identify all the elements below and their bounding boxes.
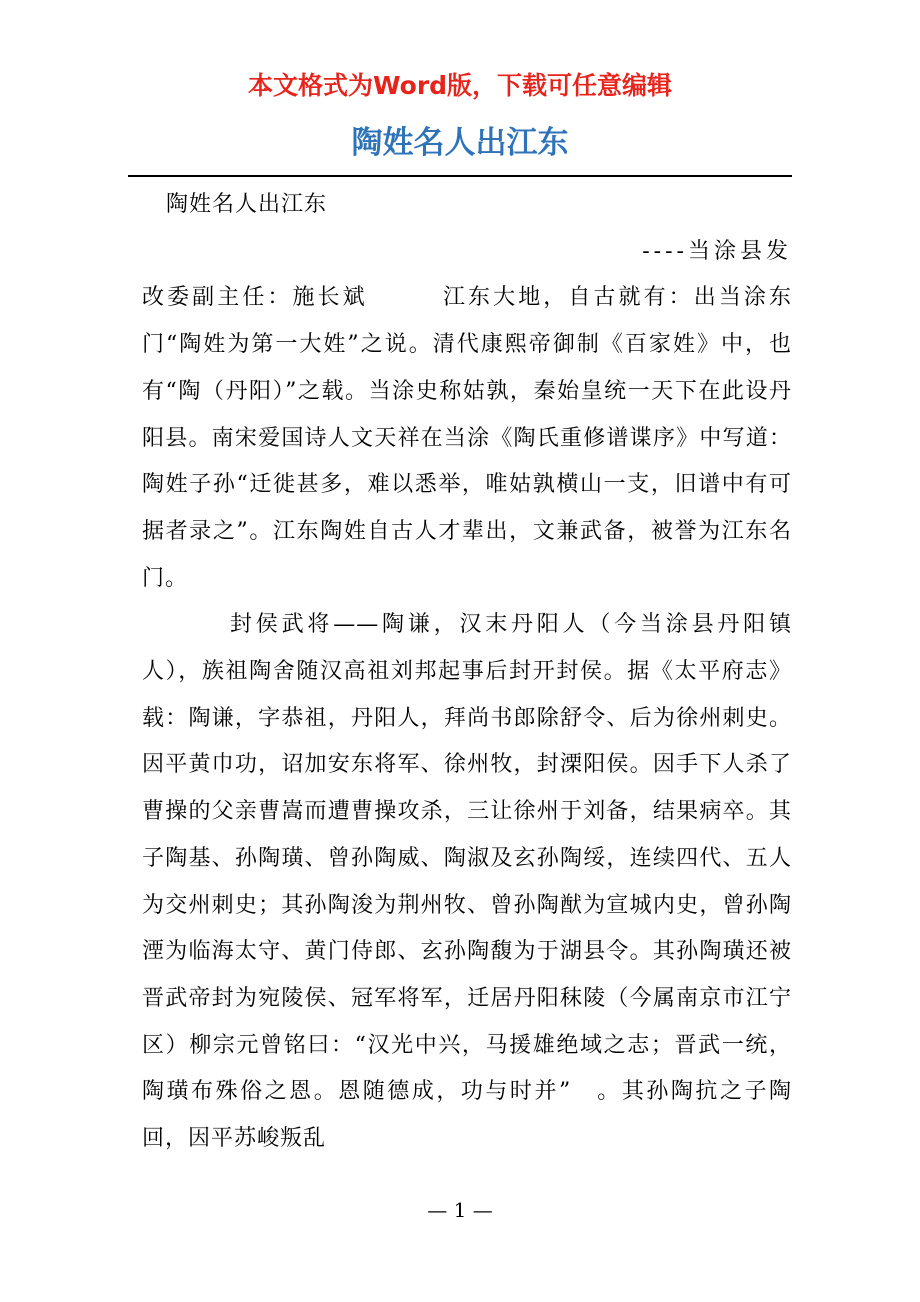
- document-title: 陶姓名人出江东: [351, 125, 569, 161]
- article-byline: ----当涂县发: [642, 238, 792, 264]
- article-paragraph: 改委副主任：施长斌 江东大地，自古就有：出当涂东门“陶姓为第一大姓”之说。清代康熙帝御制《百家姓》中，也有“陶（丹阳）”之载。当涂史称姑孰，秦始皇统一天下在此设丹阳县。南宋爱国诗人文天祥在当涂《陶氏重修谱谍序》中写道：陶姓子孙“迁徙甚多，难以悉举，唯姑孰横山一支，旧谱中有可据者录之”。江东陶姓自古人才辈出，文兼武备，被誉为江东名门。: [142, 285, 792, 591]
- article-body: [142, 182, 792, 1163]
- download-banner: 本文格式为Word版，下载可任意编辑: [247, 71, 673, 100]
- page-number: — 1 —: [427, 1198, 493, 1222]
- article-subtitle: 陶姓名人出江东: [166, 192, 328, 217]
- article-paragraph: 封侯武将——陶谦，汉末丹阳人（今当涂县丹阳镇人），族祖陶舍随汉高祖刘邦起事后封开封侯。据《太平府志》载：陶谦，字恭祖，丹阳人，拜尚书郎除舒令、后为徐州刺史。因平黄巾功，诏加安东将军、徐州牧，封溧阳侯。因手下人杀了曹操的父亲曹嵩而遭曹操攻杀，三让徐州于刘备，结果病卒。其子陶基、孙陶璜、曾孙陶威、陶淑及玄孙陶绥，连续四代、五人为交州刺史；其孙陶浚为荆州牧、曾孙陶猷为宣城内史，曾孙陶湮为临海太守、黄门侍郎、玄孙陶馥为于湖县令。其孙陶璜还被晋武帝封为宛陵侯、冠军将军，迁居丹阳秣陵（今属南京市江宁区）柳宗元曾铭曰：“汉光中兴，马援雄绝域之志；晋武一统，陶璜布殊俗之恩。恩随德成，功与时并” 。其孙陶抗之子陶回，因平苏峻叛乱: [142, 612, 792, 1152]
- title-divider: [128, 175, 792, 177]
